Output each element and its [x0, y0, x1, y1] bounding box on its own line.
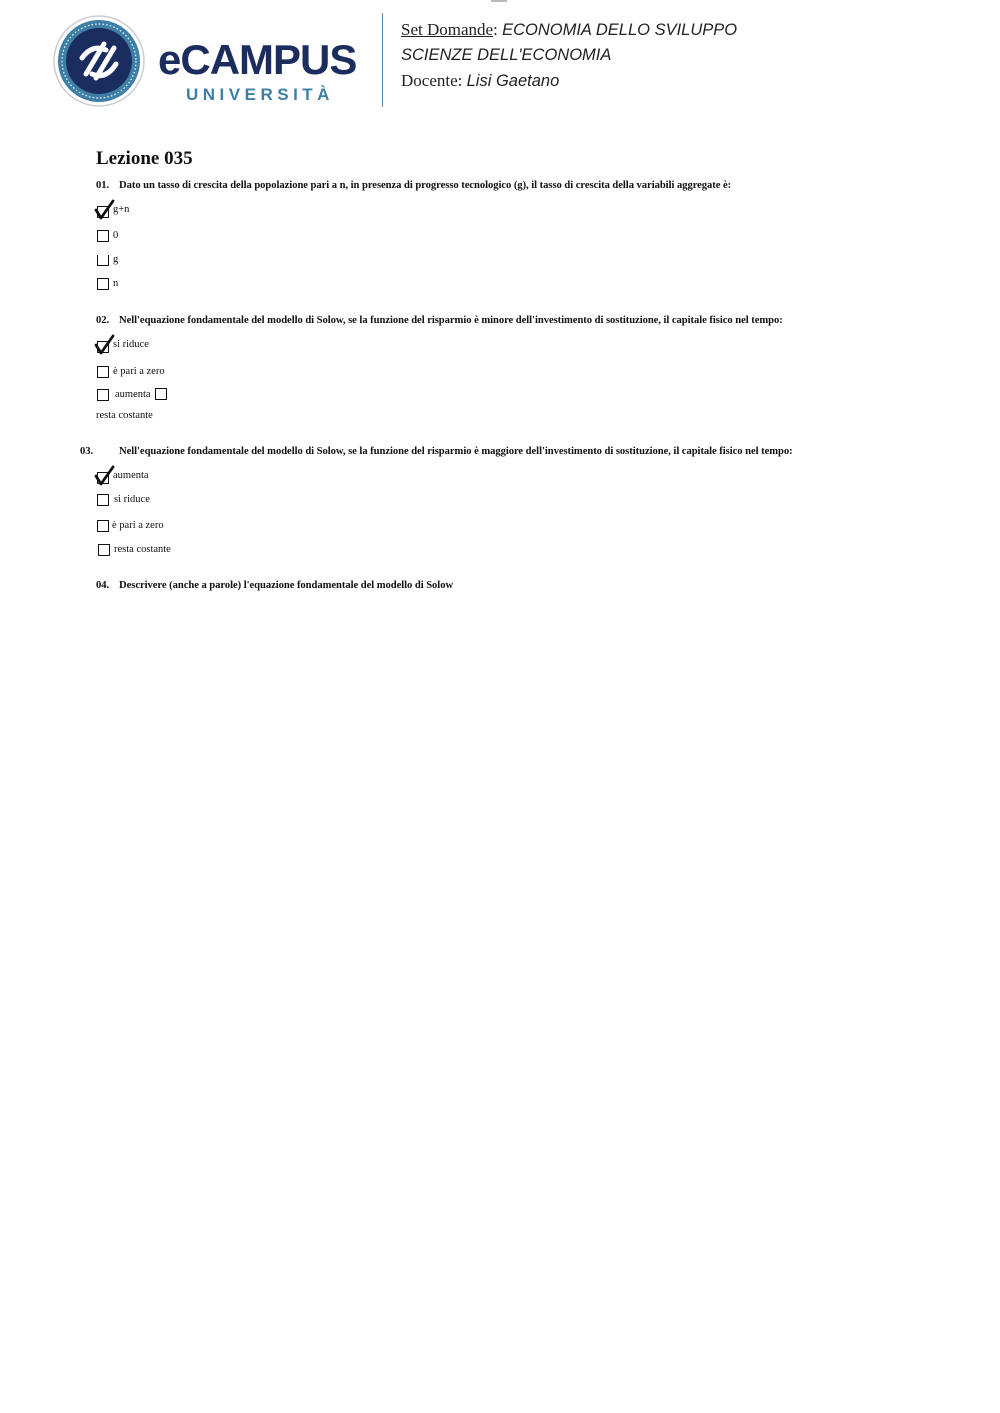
header-divider	[382, 13, 383, 107]
answer-option[interactable]	[96, 277, 216, 293]
teacher-colon: :	[457, 71, 467, 90]
checkbox[interactable]	[97, 389, 109, 401]
ecampus-logo-graphic	[52, 14, 372, 108]
option-label: n	[113, 278, 119, 289]
answer-option[interactable]	[96, 338, 216, 354]
teacher-name: Lisi Gaetano	[466, 72, 560, 90]
answer-option[interactable]	[96, 519, 216, 535]
option-label: aumenta	[113, 470, 149, 481]
question-2	[96, 315, 896, 329]
teacher-label: Docente	[401, 71, 458, 90]
question-number: 01.	[96, 180, 110, 191]
option-label: 0	[113, 230, 119, 241]
checkbox[interactable]	[155, 388, 167, 400]
checkbox[interactable]	[97, 520, 109, 532]
question-text: Nell'equazione fondamentale del modello di Solow, se la funzione del risparmio è minore dell'investimento di sostituzione, il capitale fisico nel tempo:	[119, 315, 783, 326]
option-label: g	[113, 254, 119, 265]
question-4	[96, 580, 896, 594]
question-1	[96, 180, 896, 194]
set-domande-line	[401, 20, 737, 40]
question-text: Nell'equazione fondamentale del modello di Solow, se la funzione del risparmio è maggiore dell'investimento di sostituzione, il capitale fisico nel tempo:	[119, 446, 793, 457]
answer-option[interactable]	[96, 410, 216, 426]
set-value: ECONOMIA DELLO SVILUPPO	[502, 21, 738, 39]
answer-option[interactable]	[96, 229, 216, 245]
option-label: si riduce	[113, 339, 149, 350]
answer-option[interactable]	[96, 493, 216, 509]
brand-subtitle: UNIVERSITÀ	[186, 85, 334, 104]
answer-option[interactable]	[96, 365, 216, 381]
lesson-title: Lezione 035	[96, 148, 193, 169]
faculty-line	[401, 45, 611, 65]
page-top-mark	[491, 0, 507, 2]
set-label: Set Domande	[401, 20, 494, 39]
option-label: è pari a zero	[113, 366, 165, 377]
option-label: resta costante	[96, 410, 153, 421]
checkbox[interactable]	[97, 278, 109, 290]
option-label: si riduce	[114, 494, 150, 505]
ecampus-logo	[52, 14, 372, 108]
faculty-name: SCIENZE DELL'ECONOMIA	[401, 46, 612, 64]
question-number: 02.	[96, 315, 110, 326]
question-text: Descrivere (anche a parole) l'equazione fondamentale del modello di Solow	[119, 580, 454, 591]
option-label: aumenta	[115, 389, 151, 400]
checkbox[interactable]	[97, 230, 109, 242]
question-number: 03.	[80, 446, 94, 457]
checkbox[interactable]	[97, 494, 109, 506]
option-label: g+n	[113, 204, 130, 215]
checkbox[interactable]	[97, 255, 109, 266]
set-colon: :	[493, 20, 503, 39]
option-label: resta costante	[114, 544, 171, 555]
answer-option[interactable]	[96, 543, 216, 559]
question-3	[80, 446, 900, 460]
checkbox[interactable]	[97, 366, 109, 378]
question-text: Dato un tasso di crescita della popolazione pari a n, in presenza di progresso tecnologico (g), il tasso di crescita della variabili aggregate è:	[119, 180, 732, 191]
checkbox[interactable]	[98, 544, 110, 556]
question-number: 04.	[96, 580, 110, 591]
brand-wordmark: eCAMPUS	[158, 36, 357, 83]
option-label: è pari a zero	[112, 520, 164, 531]
teacher-line	[401, 71, 559, 91]
answer-option[interactable]	[96, 388, 216, 404]
answer-option[interactable]	[96, 469, 216, 485]
seal-icon	[54, 16, 144, 106]
answer-option[interactable]	[96, 253, 216, 269]
answer-option[interactable]	[96, 203, 216, 219]
